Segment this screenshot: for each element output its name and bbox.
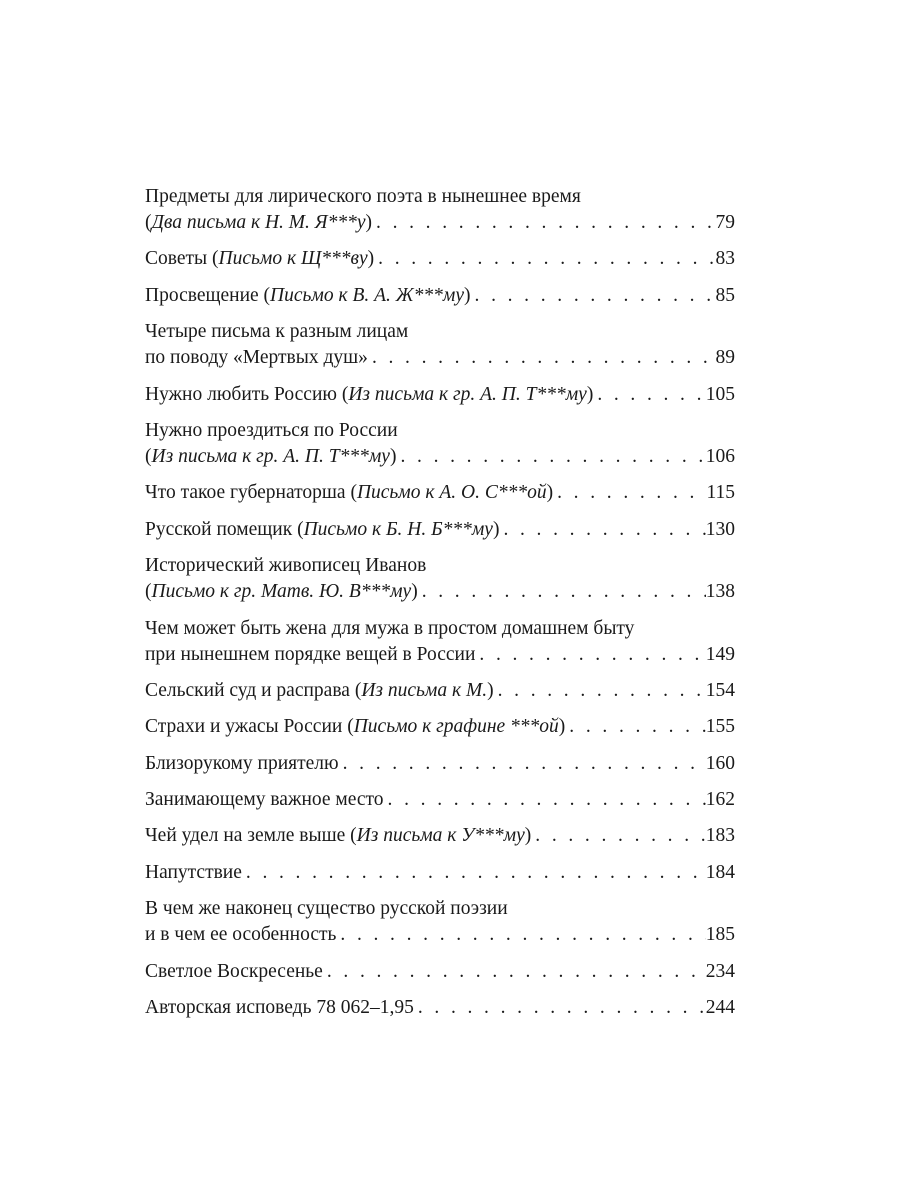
toc-entry-row	[145, 787, 735, 813]
toc-page-number: 183	[705, 825, 735, 847]
toc-entry-title	[145, 382, 593, 408]
toc-entry-title	[145, 444, 396, 470]
toc-page-number: 115	[706, 482, 735, 504]
toc-entry-subtitle: Письмо к Б. Н. Б***му	[303, 518, 493, 540]
toc-entry-title-text: Советы	[145, 248, 213, 270]
paren-close: )	[586, 383, 594, 405]
toc-entry[interactable]	[145, 823, 735, 849]
toc-entry-title-text: Русской помещик	[145, 518, 298, 540]
toc-entry[interactable]	[145, 517, 735, 543]
toc-entry-title-text: Просвещение	[145, 284, 264, 306]
paren-open: (	[350, 482, 357, 504]
toc-entry[interactable]	[145, 751, 735, 777]
toc-entry-title	[145, 860, 242, 886]
toc-entry-title-text: Светлое Воскресенье	[145, 960, 323, 982]
paren-close: )	[546, 482, 554, 504]
paren-open: (	[212, 248, 219, 270]
toc-entry-title	[145, 642, 475, 668]
paren-open: (	[145, 581, 152, 603]
toc-entry-title-text: Что такое губернаторша	[145, 482, 351, 504]
toc-entry-subtitle: Письмо к Щ***ву	[218, 248, 368, 270]
toc-entry-title-text: Страхи и ужасы России	[145, 716, 348, 738]
paren-close: )	[365, 212, 373, 233]
paren-open: (	[297, 518, 304, 540]
paren-open: (	[263, 284, 271, 306]
toc-entry[interactable]	[145, 787, 735, 813]
toc-entry[interactable]	[145, 995, 735, 1021]
toc-entry-row	[145, 210, 735, 236]
toc-entry[interactable]	[145, 959, 735, 985]
toc-entry-row	[145, 246, 735, 272]
toc-entry-row	[145, 751, 735, 777]
dot-leader	[531, 823, 705, 849]
dot-leader	[372, 210, 715, 236]
paren-close: )	[389, 445, 397, 467]
toc-entry-subtitle: Из письма к У***му	[356, 825, 525, 847]
toc-entry-title	[145, 480, 553, 506]
toc-entry-title-text: Нужно любить Россию	[145, 383, 342, 405]
toc-page-number: 138	[705, 581, 735, 603]
toc-entry-title	[145, 995, 414, 1021]
toc-entry-subtitle: Из письма к гр. А. П. Т***му	[348, 383, 587, 405]
paren-close: )	[464, 284, 471, 306]
toc-entry-row	[145, 444, 735, 470]
toc-page-number: 79	[715, 212, 735, 233]
toc-entry-title	[145, 787, 384, 813]
dot-leader	[242, 860, 706, 886]
dot-leader	[418, 579, 706, 605]
paren-open: (	[341, 383, 349, 405]
toc-entry-row	[145, 959, 735, 985]
toc-entry-title	[145, 345, 368, 371]
toc-entry-row	[145, 714, 735, 740]
toc-entry-subtitle: Письмо к графине ***ой	[353, 716, 559, 738]
toc-entry-title	[145, 678, 494, 704]
dot-leader	[593, 382, 705, 408]
toc-page-number: 106	[705, 445, 735, 467]
toc-page-number: 130	[705, 518, 735, 540]
dot-leader	[396, 444, 705, 470]
paren-close: )	[492, 518, 500, 540]
table-of-contents	[145, 184, 735, 1031]
toc-entry-subtitle: Два письма к Н. М. Я***у	[151, 212, 366, 233]
dot-leader	[499, 517, 705, 543]
toc-entry-title-text: Напутствие	[145, 861, 242, 883]
toc-entry[interactable]	[145, 184, 735, 236]
toc-entry-title-line: Предметы для лирического поэта в нынешнее время	[145, 186, 581, 207]
paren-close: )	[367, 248, 375, 270]
toc-entry[interactable]	[145, 418, 735, 470]
paren-open: (	[145, 212, 152, 233]
dot-leader	[368, 345, 716, 371]
toc-entry-row	[145, 995, 735, 1021]
toc-entry-subtitle: Из письма к М.	[361, 679, 488, 701]
paren-close: )	[524, 825, 532, 847]
toc-page-number: 154	[705, 679, 735, 701]
dot-leader	[339, 751, 706, 777]
toc-page-number: 234	[705, 960, 735, 982]
toc-entry-title-line: Исторический живописец Иванов	[145, 555, 427, 577]
toc-entry-row	[145, 517, 735, 543]
dot-leader	[565, 714, 705, 740]
toc-page-number: 105	[705, 383, 735, 405]
toc-entry[interactable]	[145, 319, 735, 371]
toc-entry-title	[145, 246, 374, 272]
toc-entry-title-line: Чем может быть жена для мужа в простом домашнем быту	[145, 617, 635, 639]
toc-entry-title-text: по поводу «Мертвых душ»	[145, 347, 368, 369]
toc-entry-title	[145, 823, 531, 849]
toc-entry-row	[145, 345, 735, 371]
dot-leader	[323, 959, 706, 985]
dot-leader	[384, 787, 706, 813]
toc-entry-row	[145, 283, 735, 309]
paren-open: (	[145, 445, 152, 467]
toc-entry[interactable]	[145, 283, 735, 309]
toc-entry-title-text: Занимающему важное место	[145, 789, 384, 811]
toc-entry[interactable]	[145, 860, 735, 886]
toc-entry-title	[145, 714, 565, 740]
toc-entry[interactable]	[145, 714, 735, 740]
toc-entry-title-text: при нынешнем порядке вещей в России	[145, 643, 476, 665]
toc-page-number: 89	[715, 347, 735, 369]
toc-entry-title-text: Авторская исповедь 78 062–1,95	[145, 997, 414, 1019]
toc-entry-row	[145, 642, 735, 668]
toc-entry-subtitle: Из письма к гр. А. П. Т***му	[151, 445, 390, 467]
toc-entry-title-text: Близорукому приятелю	[145, 752, 339, 774]
toc-page-number: 244	[705, 997, 735, 1019]
toc-entry-title	[145, 751, 339, 777]
toc-entry-title-text: и в чем ее особенность	[145, 924, 337, 946]
toc-page-number: 162	[705, 789, 735, 811]
toc-entry-row	[145, 678, 735, 704]
toc-page-number: 149	[705, 643, 735, 665]
dot-leader	[414, 995, 706, 1021]
dot-leader	[553, 480, 706, 506]
dot-leader	[494, 678, 706, 704]
paren-close: )	[558, 716, 566, 738]
toc-entry-title	[145, 283, 471, 309]
toc-entry-title-line: Четыре письма к разным лицам	[145, 321, 409, 343]
toc-entry-title	[145, 922, 336, 948]
toc-entry-row	[145, 922, 735, 948]
toc-entry-row	[145, 860, 735, 886]
toc-entry-row	[145, 382, 735, 408]
toc-entry-title	[145, 959, 323, 985]
toc-page-number: 83	[715, 248, 735, 270]
toc-entry-row	[145, 823, 735, 849]
toc-entry[interactable]	[145, 382, 735, 408]
toc-entry-row	[145, 480, 735, 506]
toc-entry[interactable]	[145, 553, 735, 605]
toc-page-number: 85	[715, 284, 735, 306]
toc-entry-title	[145, 579, 418, 605]
paren-close: )	[411, 581, 418, 603]
paren-open: (	[350, 825, 357, 847]
toc-entry[interactable]	[145, 896, 735, 948]
dot-leader	[336, 922, 705, 948]
toc-entry-subtitle: Письмо к А. О. С***ой	[356, 482, 547, 504]
toc-entry-subtitle: Письмо к гр. Матв. Ю. В***му	[151, 581, 412, 603]
toc-page-number: 155	[705, 716, 735, 738]
toc-entry-title-line: В чем же наконец существо русской поэзии	[145, 898, 508, 920]
toc-page-number: 184	[705, 861, 735, 883]
toc-entry-subtitle: Письмо к В. А. Ж***му	[270, 284, 465, 306]
paren-open: (	[347, 716, 354, 738]
paren-close: )	[487, 679, 494, 701]
toc-entry-title	[145, 517, 499, 543]
toc-page-number: 185	[705, 924, 735, 946]
toc-entry-title	[145, 210, 372, 236]
toc-entry-row	[145, 579, 735, 605]
toc-entry[interactable]	[145, 678, 735, 704]
toc-entry-title-text: Чей удел на земле выше	[145, 825, 351, 847]
toc-entry[interactable]	[145, 246, 735, 272]
paren-open: (	[354, 679, 362, 701]
toc-page-number: 160	[705, 752, 735, 774]
toc-entry[interactable]	[145, 616, 735, 668]
toc-entry[interactable]	[145, 480, 735, 506]
dot-leader	[471, 283, 716, 309]
toc-entry-title-text: Сельский суд и расправа	[145, 679, 355, 701]
dot-leader	[374, 246, 715, 272]
dot-leader	[475, 642, 705, 668]
toc-entry-title-line: Нужно проездиться по России	[145, 419, 398, 441]
